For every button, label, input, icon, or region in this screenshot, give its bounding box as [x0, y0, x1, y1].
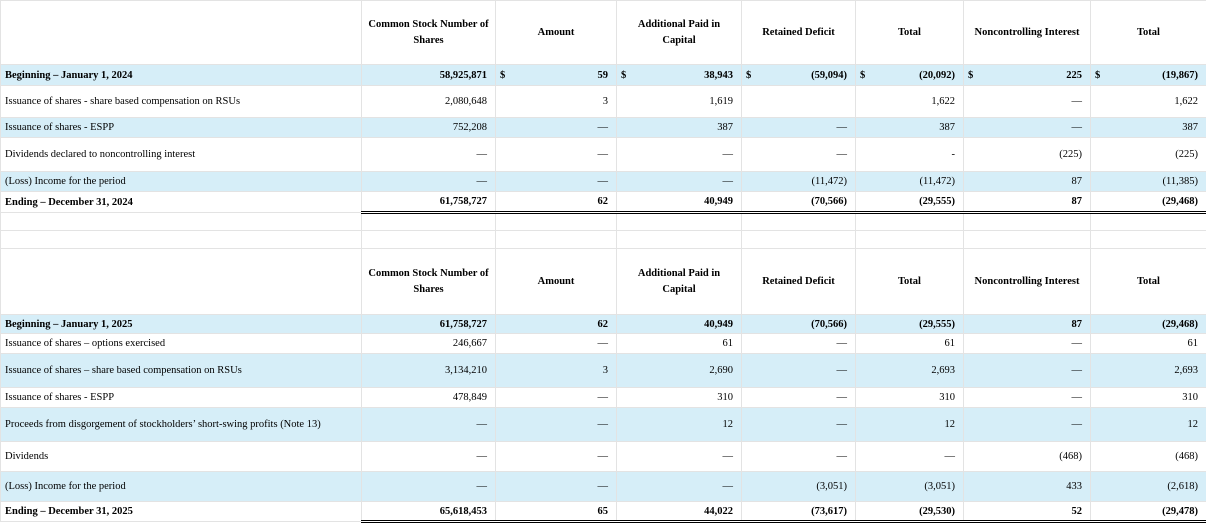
row-label: Beginning – January 1, 2024 [1, 65, 362, 86]
cell-total: 1,622 [856, 86, 964, 118]
cell-grand-total: (29,468) [1091, 315, 1206, 334]
cell-apic: 1,619 [617, 86, 742, 118]
header-nci: Noncontrolling Interest [964, 1, 1091, 65]
cell-amount: — [496, 118, 617, 138]
cell-grand-total: (2,618) [1091, 472, 1206, 502]
header-blank [1, 1, 362, 65]
cell-value: 225 [1066, 69, 1082, 81]
cell-grand-total: (29,468) [1091, 192, 1206, 213]
cell-nci: — [964, 118, 1091, 138]
cell-amount: 62 [496, 315, 617, 334]
cell-shares: 478,849 [362, 388, 496, 408]
cell-apic [617, 65, 742, 86]
cell-amount: — [496, 388, 617, 408]
cell-deficit: — [742, 334, 856, 354]
cell-apic: — [617, 172, 742, 192]
cell-shares: — [362, 442, 496, 472]
row-label: Issuance of shares - ESPP [1, 118, 362, 138]
cell-total: 61 [856, 334, 964, 354]
cell-deficit: — [742, 408, 856, 442]
cell-nci [964, 65, 1091, 86]
cell-total: 12 [856, 408, 964, 442]
cell-grand-total: (11,385) [1091, 172, 1206, 192]
cell-total: (29,555) [856, 315, 964, 334]
cell-total: (3,051) [856, 472, 964, 502]
cell-total: 387 [856, 118, 964, 138]
row-label: Ending – December 31, 2025 [1, 502, 362, 522]
header-total: Total [856, 249, 964, 315]
cell-shares: — [362, 472, 496, 502]
beginning-balance-row [1, 65, 1206, 86]
cell-amount: — [496, 408, 617, 442]
cell-grand-total: 61 [1091, 334, 1206, 354]
cell-nci: 87 [964, 192, 1091, 213]
table-row [1, 408, 1206, 442]
header-shares: Common Stock Number of Shares [362, 1, 496, 65]
cell-deficit: — [742, 442, 856, 472]
cell-grand-total [1091, 65, 1206, 86]
cell-amount: — [496, 472, 617, 502]
header-apic: Additional Paid in Capital [617, 249, 742, 315]
cell-shares: 65,618,453 [362, 502, 496, 522]
header-row [1, 1, 1206, 65]
header-amount: Amount [496, 1, 617, 65]
cell-nci: — [964, 86, 1091, 118]
cell-apic: — [617, 472, 742, 502]
cell-total: — [856, 442, 964, 472]
spacer-row [1, 213, 1206, 231]
cell-shares: — [362, 172, 496, 192]
cell-shares: 2,080,648 [362, 86, 496, 118]
cell-nci: 87 [964, 172, 1091, 192]
beginning-balance-row [1, 315, 1206, 334]
cell-nci: — [964, 388, 1091, 408]
cell-total: (29,555) [856, 192, 964, 213]
header-deficit: Retained Deficit [742, 1, 856, 65]
cell-total [856, 65, 964, 86]
cell-grand-total: 12 [1091, 408, 1206, 442]
cell-deficit: — [742, 118, 856, 138]
cell-value: (19,867) [1162, 69, 1198, 81]
cell-value: 38,943 [704, 69, 733, 81]
header-nci: Noncontrolling Interest [964, 249, 1091, 315]
cell-shares: 58,925,871 [362, 65, 496, 86]
currency-symbol: $ [746, 69, 752, 81]
cell-nci: (468) [964, 442, 1091, 472]
cell-shares: 61,758,727 [362, 315, 496, 334]
cell-nci: — [964, 354, 1091, 388]
cell-nci: 87 [964, 315, 1091, 334]
cell-apic: 40,949 [617, 192, 742, 213]
cell-deficit: (70,566) [742, 315, 856, 334]
cell-amount: — [496, 442, 617, 472]
cell-grand-total: 2,693 [1091, 354, 1206, 388]
cell-amount: — [496, 138, 617, 172]
cell-apic: 40,949 [617, 315, 742, 334]
table-row [1, 334, 1206, 354]
header-grand-total: Total [1091, 249, 1206, 315]
header-blank [1, 249, 362, 315]
cell-grand-total: (225) [1091, 138, 1206, 172]
cell-deficit: (3,051) [742, 472, 856, 502]
cell-grand-total: 310 [1091, 388, 1206, 408]
cell-shares: — [362, 408, 496, 442]
cell-deficit [742, 65, 856, 86]
cell-deficit: (11,472) [742, 172, 856, 192]
header-grand-total: Total [1091, 1, 1206, 65]
cell-total: - [856, 138, 964, 172]
cell-total: (11,472) [856, 172, 964, 192]
cell-apic: 61 [617, 334, 742, 354]
row-label: Issuance of shares - ESPP [1, 388, 362, 408]
cell-amount: 62 [496, 192, 617, 213]
table-row [1, 138, 1206, 172]
header-deficit: Retained Deficit [742, 249, 856, 315]
row-label: Dividends declared to noncontrolling interest [1, 138, 362, 172]
cell-deficit [742, 86, 856, 118]
header-amount: Amount [496, 249, 617, 315]
cell-grand-total: (468) [1091, 442, 1206, 472]
header-row [1, 249, 1206, 315]
cell-shares: — [362, 138, 496, 172]
table-row [1, 442, 1206, 472]
cell-total: 310 [856, 388, 964, 408]
cell-deficit: (70,566) [742, 192, 856, 213]
table-row [1, 472, 1206, 502]
cell-grand-total: (29,478) [1091, 502, 1206, 522]
header-apic: Additional Paid in Capital [617, 1, 742, 65]
cell-deficit: (73,617) [742, 502, 856, 522]
cell-deficit: — [742, 138, 856, 172]
row-label: Beginning – January 1, 2025 [1, 315, 362, 334]
currency-symbol: $ [860, 69, 866, 81]
row-label: (Loss) Income for the period [1, 172, 362, 192]
table-row [1, 86, 1206, 118]
cell-total: (29,530) [856, 502, 964, 522]
currency-symbol: $ [621, 69, 627, 81]
row-label: (Loss) Income for the period [1, 472, 362, 502]
cell-shares: 246,667 [362, 334, 496, 354]
currency-symbol: $ [500, 69, 506, 81]
table-row [1, 172, 1206, 192]
table-row [1, 354, 1206, 388]
cell-amount: 3 [496, 354, 617, 388]
cell-amount: — [496, 334, 617, 354]
currency-symbol: $ [968, 69, 974, 81]
row-label: Issuance of shares - share based compensation on RSUs [1, 86, 362, 118]
cell-nci: (225) [964, 138, 1091, 172]
header-shares: Common Stock Number of Shares [362, 249, 496, 315]
row-label: Issuance of shares – options exercised [1, 334, 362, 354]
row-label: Ending – December 31, 2024 [1, 192, 362, 213]
table-row [1, 118, 1206, 138]
header-total: Total [856, 1, 964, 65]
row-label: Proceeds from disgorgement of stockholders’ short-swing profits (Note 13) [1, 408, 362, 442]
cell-amount: — [496, 172, 617, 192]
cell-apic: — [617, 138, 742, 172]
cell-shares: 752,208 [362, 118, 496, 138]
cell-value: (20,092) [919, 69, 955, 81]
cell-nci: — [964, 334, 1091, 354]
cell-apic: 2,690 [617, 354, 742, 388]
cell-apic: — [617, 442, 742, 472]
cell-apic: 310 [617, 388, 742, 408]
cell-apic: 44,022 [617, 502, 742, 522]
cell-apic: 387 [617, 118, 742, 138]
row-label: Dividends [1, 442, 362, 472]
ending-balance-row [1, 192, 1206, 213]
cell-value: (59,094) [811, 69, 847, 81]
ending-balance-row [1, 502, 1206, 522]
table-row [1, 388, 1206, 408]
cell-amount: 3 [496, 86, 617, 118]
spacer-row [1, 231, 1206, 249]
cell-deficit: — [742, 388, 856, 408]
cell-amount: 65 [496, 502, 617, 522]
row-label: Issuance of shares – share based compensation on RSUs [1, 354, 362, 388]
cell-grand-total: 1,622 [1091, 86, 1206, 118]
cell-shares: 3,134,210 [362, 354, 496, 388]
cell-shares: 61,758,727 [362, 192, 496, 213]
cell-amount [496, 65, 617, 86]
cell-value: 59 [597, 69, 608, 81]
cell-deficit: — [742, 354, 856, 388]
cell-grand-total: 387 [1091, 118, 1206, 138]
cell-apic: 12 [617, 408, 742, 442]
currency-symbol: $ [1095, 69, 1101, 81]
cell-nci: 433 [964, 472, 1091, 502]
cell-nci: 52 [964, 502, 1091, 522]
cell-total: 2,693 [856, 354, 964, 388]
cell-nci: — [964, 408, 1091, 442]
